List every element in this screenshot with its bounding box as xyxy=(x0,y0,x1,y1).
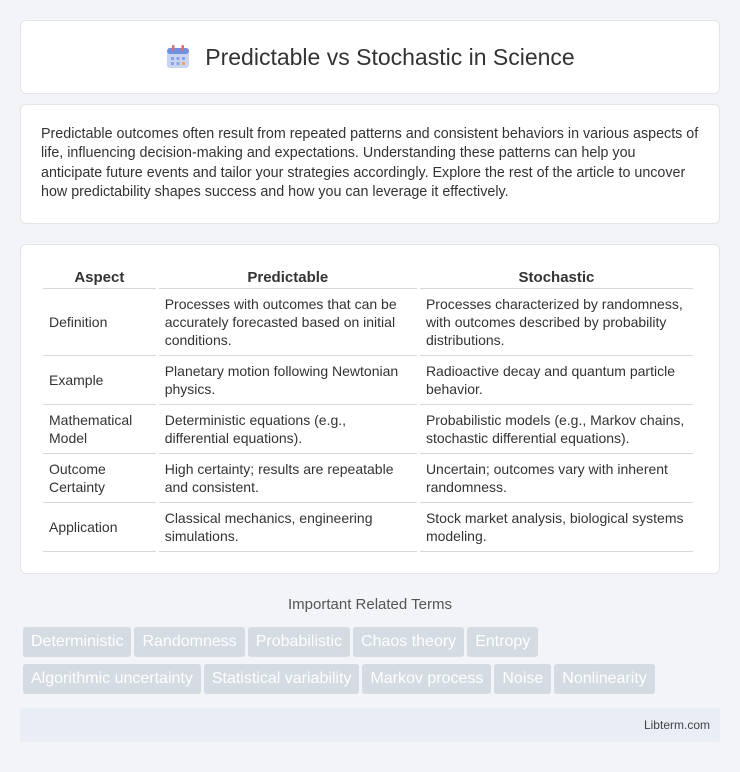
stochastic-cell: Uncertain; outcomes vary with inherent randomness. xyxy=(420,454,693,503)
predictable-cell: High certainty; results are repeatable and consistent. xyxy=(159,454,417,503)
term-tag[interactable]: Deterministic xyxy=(23,627,131,657)
term-tag[interactable]: Randomness xyxy=(134,627,244,657)
comparison-table-card xyxy=(20,244,720,574)
intro-text: Predictable outcomes often result from repeated patterns and consistent behaviors in various aspects of life, influencing decision-making and expectations. Understanding these patterns can help you anticipate future events and tailor your strategies accordingly. Explore the rest of the article to uncover how predictability shapes success and how you can leverage it effectively. xyxy=(41,126,699,201)
header-card xyxy=(20,20,720,94)
term-tag[interactable]: Statistical variability xyxy=(204,664,360,694)
column-header: Stochastic xyxy=(420,263,693,289)
aspect-cell: Mathematical Model xyxy=(43,405,156,454)
predictable-cell: Classical mechanics, engineering simulations. xyxy=(159,503,417,552)
footer xyxy=(20,708,720,742)
intro-card xyxy=(20,104,720,224)
stochastic-cell: Stock market analysis, biological systems modeling. xyxy=(420,503,693,552)
aspect-cell: Outcome Certainty xyxy=(43,454,156,503)
table-header-row xyxy=(43,263,693,289)
table-row xyxy=(43,503,693,552)
table-row xyxy=(43,454,693,503)
term-tag[interactable]: Markov process xyxy=(362,664,491,694)
term-tag[interactable]: Probabilistic xyxy=(248,627,350,657)
aspect-cell: Application xyxy=(43,503,156,552)
related-terms-title: Important Related Terms xyxy=(288,596,452,613)
stochastic-cell: Radioactive decay and quantum particle behavior. xyxy=(420,356,693,405)
term-tag[interactable]: Entropy xyxy=(467,627,538,657)
predictable-cell: Deterministic equations (e.g., differential equations). xyxy=(159,405,417,454)
aspect-cell: Example xyxy=(43,356,156,405)
term-tag[interactable]: Noise xyxy=(494,664,551,694)
stochastic-cell: Probabilistic models (e.g., Markov chains, stochastic differential equations). xyxy=(420,405,693,454)
term-tag[interactable]: Nonlinearity xyxy=(554,664,654,694)
predictable-cell: Processes with outcomes that can be accurately forecasted based on initial conditions. xyxy=(159,289,417,356)
column-header: Predictable xyxy=(159,263,417,289)
table-row xyxy=(43,356,693,405)
table-row xyxy=(43,405,693,454)
term-tag[interactable]: Algorithmic uncertainty xyxy=(23,664,201,694)
related-terms-list xyxy=(23,627,723,701)
aspect-cell: Definition xyxy=(43,289,156,356)
footer-site-link[interactable]: Libterm.com xyxy=(643,718,710,732)
page-title: Predictable vs Stochastic in Science xyxy=(205,43,575,70)
term-tag[interactable]: Chaos theory xyxy=(353,627,464,657)
stochastic-cell: Processes characterized by randomness, with outcomes described by probability distributions. xyxy=(420,289,693,356)
predictable-cell: Planetary motion following Newtonian physics. xyxy=(159,356,417,405)
calendar-icon xyxy=(165,44,191,70)
table-row xyxy=(43,289,693,356)
comparison-table xyxy=(40,263,696,552)
column-header: Aspect xyxy=(43,263,156,289)
